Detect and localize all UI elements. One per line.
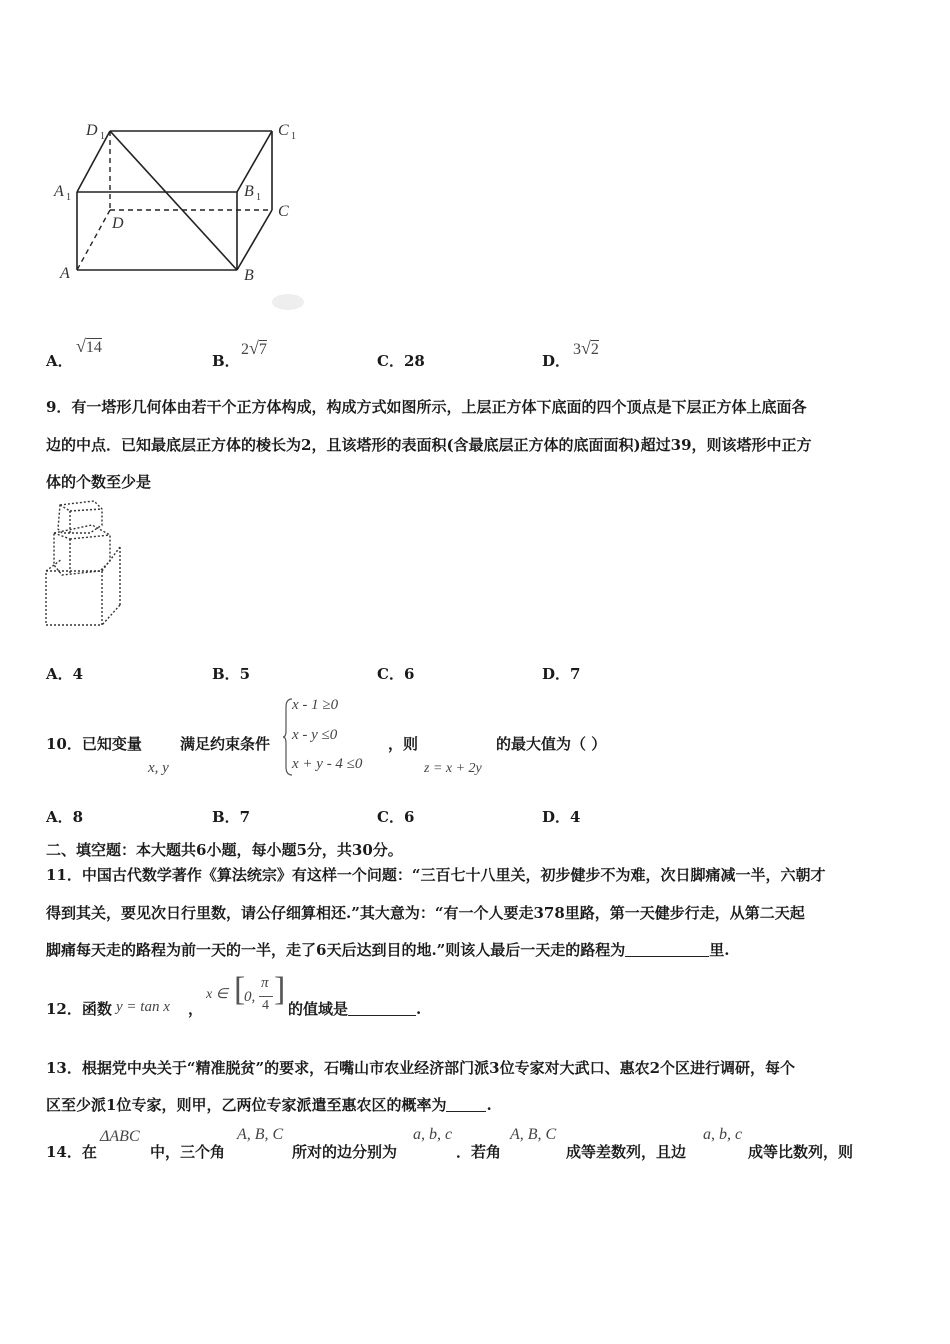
q8-a-radicand: 14	[85, 339, 102, 356]
label-a1-sub: 1	[66, 192, 71, 203]
q13-end: .	[486, 1096, 492, 1114]
q10-middle: 满足约束条件	[180, 735, 271, 753]
q12-suffix	[288, 998, 421, 1019]
q8-option-b	[212, 350, 240, 371]
q14-t3: 所对的边分别为	[292, 1143, 398, 1161]
label-d1: D	[86, 122, 98, 139]
q13-line-1: 13．根据党中央关于“精准脱贫”的要求，石嘴山市农业经济部门派3位专家对大武口、惠农2个区进行调研，每个	[46, 1059, 796, 1077]
q11-line-3	[46, 939, 730, 960]
q12-answer-blank[interactable]	[348, 1001, 416, 1016]
label-c1: C	[278, 122, 289, 139]
q8-option-b-value: 2√7	[241, 338, 267, 358]
q10-option-c: C．6	[377, 808, 415, 826]
q8-option-d-letter: D．	[542, 352, 571, 370]
q14-angles: A, B, C	[237, 1126, 284, 1143]
label-c: C	[278, 203, 289, 220]
tower-figure	[40, 495, 130, 635]
q12-func: y = tan x	[116, 999, 170, 1015]
q8-d-coef: 3	[573, 341, 581, 358]
q9-line-1: 9．有一塔形几何体由若干个正方体构成，构成方式如图所示，上层正方体下底面的四个顶点是下层正方体上底面各	[46, 398, 807, 416]
q12-domain-var: x ∈	[206, 987, 228, 1002]
q9-option-a: A．4	[46, 665, 84, 683]
q14-angles-2: A, B, C	[510, 1126, 557, 1143]
q8-option-a-letter: A．	[46, 352, 73, 370]
label-a: A	[60, 265, 70, 282]
label-d1-sub: 1	[100, 131, 105, 142]
q14-t2: 中，三个角	[150, 1143, 226, 1161]
q8-b-radicand: 7	[258, 341, 267, 358]
cuboid-figure	[40, 110, 310, 310]
q12-end: .	[416, 1000, 422, 1018]
q13-answer-blank[interactable]	[446, 1097, 486, 1112]
q12-bracket-right: ]	[274, 971, 286, 1008]
q9-option-d: D．7	[542, 665, 581, 683]
label-b: B	[244, 267, 254, 284]
q12-pi: π	[261, 975, 269, 991]
q10-suffix: 的最大值为（ ）	[496, 735, 607, 753]
q10-vars: x, y	[148, 760, 169, 776]
q10-then: ，则	[388, 735, 419, 753]
q14-sides-2: a, b, c	[703, 1126, 743, 1143]
label-d: D	[112, 215, 124, 232]
q11-answer-blank[interactable]	[625, 942, 709, 957]
q11-line-1: 11．中国古代数学著作《算法统宗》有这样一个问题：“三百七十八里关，初步健步不为难，次日脚痛减一半，六朝才	[46, 866, 826, 884]
q11-line-2: 得到其关，要见次日行里数，请公仔细算相还.”其大意为：“有一个人要走378里路，第一天健步行走，从第二天起	[46, 904, 805, 922]
q14-sides: a, b, c	[413, 1126, 453, 1143]
q13-line-2	[46, 1094, 492, 1115]
q10-objective: z = x + 2y	[424, 761, 482, 776]
q12-prefix: 12．函数	[46, 1000, 112, 1018]
q8-option-a	[46, 350, 73, 371]
q8-option-c-value: 28	[403, 352, 425, 370]
label-b1-sub: 1	[256, 192, 261, 203]
q8-d-radicand: 2	[590, 341, 599, 358]
q10-option-b: B．7	[212, 808, 251, 826]
q11-line-3-text: 脚痛每天走的路程为前一天的一半，走了6天后达到目的地.”则该人最后一天走的路程为	[46, 941, 626, 959]
q9-line-2: 边的中点．已知最底层正方体的棱长为2，且该塔形的表面积(含最底层正方体的底面面积)超过39，则该塔形中正方	[46, 436, 812, 454]
q14-t4: ．若角	[456, 1143, 502, 1161]
label-b1: B	[244, 183, 254, 200]
q9-option-b: B．5	[212, 665, 251, 683]
q10-option-d: D．4	[542, 808, 581, 826]
q14-t1: 14．在	[46, 1143, 97, 1161]
q8-option-c	[377, 350, 425, 371]
q8-option-b-letter: B．	[212, 352, 240, 370]
q9-line-3: 体的个数至少是	[46, 473, 152, 491]
q10-constraint-3: x + y - 4 ≤0	[292, 756, 363, 772]
q8-option-c-letter: C．	[377, 352, 404, 370]
q14-t5: 成等差数列，且边	[566, 1143, 687, 1161]
q8-b-coef: 2	[241, 341, 249, 358]
q8-option-d-value: 3√2	[573, 338, 599, 358]
label-c1-sub: 1	[291, 131, 296, 142]
q8-option-d	[542, 350, 570, 371]
q10-constraint-2: x - y ≤0	[292, 727, 338, 743]
q10-option-a: A．8	[46, 808, 84, 826]
q13-line-2-text: 区至少派1位专家，则甲，乙两位专家派遣至惠农区的概率为	[46, 1096, 447, 1114]
q14-triangle: ΔABC	[100, 1128, 140, 1145]
q12-fraction-bar	[259, 996, 273, 997]
q10-prefix: 10．已知变量	[46, 735, 142, 753]
q12-comma: ，	[188, 1000, 204, 1018]
q12-bracket-left: [	[234, 971, 246, 1008]
q12-interval-left: 0,	[244, 989, 256, 1005]
q12-four: 4	[262, 998, 269, 1013]
q11-line-3-end: 里.	[709, 941, 730, 959]
q10-constraint-1: x - 1 ≥0	[292, 697, 339, 713]
label-a1: A	[54, 183, 64, 200]
q12-suffix-text: 的值域是	[288, 1000, 349, 1018]
q14-t6: 成等比数列，则	[748, 1143, 854, 1161]
q9-option-c: C．6	[377, 665, 415, 683]
section-heading: 二、填空题：本大题共6小题，每小题5分，共30分。	[46, 841, 403, 859]
q8-option-a-value: √14	[76, 336, 102, 356]
